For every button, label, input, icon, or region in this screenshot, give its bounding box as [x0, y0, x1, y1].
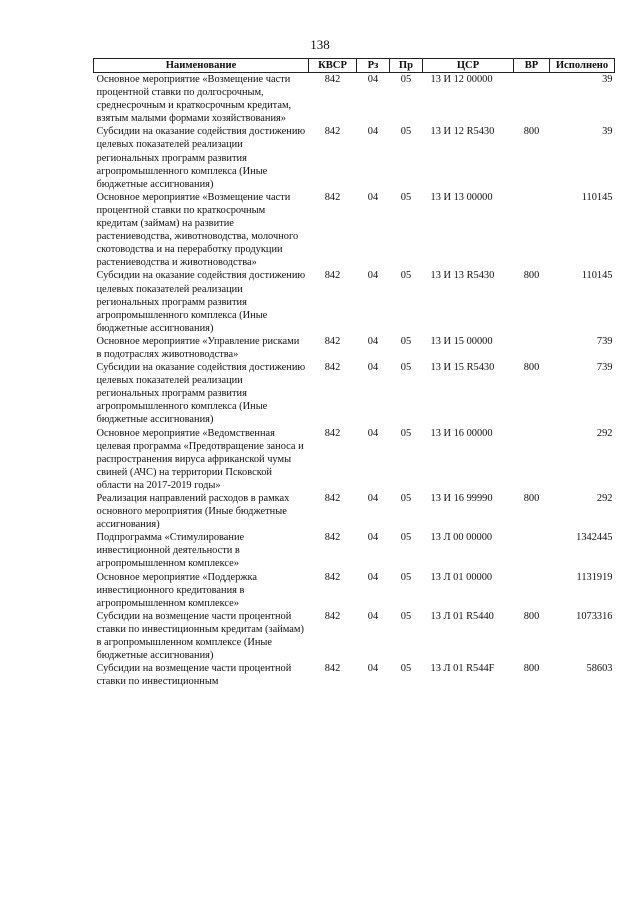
- table-row: [94, 361, 615, 426]
- row-executed: 39: [550, 73, 615, 126]
- row-kvsr: 842: [324, 126, 341, 138]
- row-name: Основное мероприятие «Управление рисками в подотраслях животноводства»: [96, 335, 300, 360]
- row-vr: [514, 571, 550, 610]
- row-csr: 13 Л 01 R5440: [430, 610, 494, 622]
- row-csr: 13 Л 01 00000: [430, 571, 493, 583]
- header-kvsr: КВСР: [309, 59, 357, 73]
- row-csr: 13 И 13 R5430: [430, 270, 495, 282]
- row-vr: 800: [523, 493, 540, 504]
- row-name: Субсидии на оказание содействия достижению целевых показателей реализации региональных программ развития агропромышленного комплекса (Иные бюджетные ассигнования): [96, 362, 306, 426]
- row-pr: 05: [400, 335, 412, 347]
- row-name: Подпрограмма «Стимулирование инвестиционной деятельности в агропромышленном комплексе»: [96, 532, 245, 570]
- row-csr: 13 И 16 00000: [430, 427, 493, 439]
- row-executed: 110145: [581, 191, 613, 203]
- row-name: Субсидии на возмещение части процентной ставки по инвестиционным: [96, 663, 292, 688]
- row-executed: 292: [596, 427, 613, 439]
- row-kvsr: 842: [309, 73, 357, 126]
- table-row: [94, 73, 615, 126]
- row-vr: [514, 427, 550, 492]
- row-pr: 05: [400, 191, 412, 203]
- row-name: Основное мероприятие «Поддержка инвестиционного кредитования в агропромышленном комплексе»: [96, 571, 258, 609]
- table-row: [94, 492, 615, 531]
- row-rz: 04: [357, 73, 390, 126]
- row-vr: [514, 531, 550, 570]
- row-vr: [514, 191, 550, 270]
- row-vr: 800: [523, 126, 540, 138]
- header-vr: ВР: [514, 59, 550, 73]
- row-rz: 04: [367, 335, 379, 347]
- budget-table: [93, 58, 615, 688]
- row-pr: 05: [400, 663, 412, 675]
- row-kvsr: 842: [324, 610, 341, 622]
- row-executed: 58603: [586, 663, 613, 675]
- row-csr: 13 И 12 R5430: [430, 126, 495, 138]
- row-csr: 13 И 12 00000: [423, 73, 514, 126]
- row-rz: 04: [367, 663, 379, 675]
- header-csr: ЦСР: [423, 59, 514, 73]
- row-name: Основное мероприятие «Ведомственная целевая программа «Предотвращение заноса и распространения вируса африканской чумы свиней (АЧС) на территории Псковской области на 2017-2019 годы»: [96, 427, 304, 491]
- row-pr: 05: [400, 610, 412, 622]
- table-row: [94, 610, 615, 662]
- row-name: Реализация направлений расходов в рамках основного мероприятия (Иные бюджетные ассигнования): [96, 493, 290, 531]
- header-pr: Пр: [390, 59, 423, 73]
- row-pr: 05: [400, 270, 412, 282]
- row-pr: 05: [400, 532, 412, 544]
- row-rz: 04: [367, 610, 379, 622]
- row-pr: 05: [390, 73, 423, 126]
- row-executed: 1073316: [576, 610, 613, 622]
- page-number: 138: [310, 37, 330, 52]
- row-executed: 39: [602, 126, 613, 138]
- row-rz: 04: [367, 362, 379, 374]
- row-executed: 1342445: [576, 532, 613, 544]
- table-row: [94, 531, 615, 570]
- row-vr: 800: [523, 610, 540, 622]
- row-rz: 04: [367, 427, 379, 439]
- row-kvsr: 842: [324, 663, 341, 675]
- table-row: [94, 571, 615, 610]
- table-row: [94, 427, 615, 492]
- row-kvsr: 842: [324, 335, 341, 347]
- table-header: [94, 59, 615, 73]
- table-row: [94, 191, 615, 270]
- header-rz: Рз: [357, 59, 390, 73]
- row-vr: 800: [523, 663, 540, 675]
- row-pr: 05: [400, 362, 412, 374]
- row-rz: 04: [367, 532, 379, 544]
- row-executed: 739: [596, 362, 613, 374]
- header-executed: Исполнено: [550, 59, 615, 73]
- row-vr: [514, 335, 550, 361]
- row-kvsr: 842: [324, 427, 341, 439]
- row-csr: 13 Л 00 00000: [430, 532, 493, 544]
- row-rz: 04: [367, 191, 379, 203]
- table-row: [94, 335, 615, 361]
- row-csr: 13 И 15 R5430: [430, 362, 495, 374]
- row-vr: 800: [523, 270, 540, 282]
- row-vr: [514, 73, 550, 126]
- row-rz: 04: [367, 571, 379, 583]
- row-kvsr: 842: [324, 571, 341, 583]
- table-row: [94, 269, 615, 334]
- row-kvsr: 842: [324, 532, 341, 544]
- row-pr: 05: [400, 493, 412, 504]
- row-name: Основное мероприятие «Возмещение части процентной ставки по краткосрочным кредитам (займам) на развитие растениеводства, животноводства, молочного скотоводства и на переработку продукции растениеводства и животноводства»: [96, 191, 299, 269]
- row-pr: 05: [400, 126, 412, 138]
- row-name: Субсидии на оказание содействия достижению целевых показателей реализации региональных программ развития агропромышленного комплекса (Иные бюджетные ассигнования): [96, 270, 306, 334]
- row-kvsr: 842: [324, 191, 341, 203]
- row-name: Основное мероприятие «Возмещение части процентной ставки по долгосрочным, среднесрочным и краткосрочным кредитам, взятым малыми формами хозяйствования»: [94, 73, 309, 126]
- table-row: [94, 125, 615, 190]
- row-executed: 1131919: [576, 571, 613, 583]
- row-csr: 13 И 13 00000: [430, 191, 493, 203]
- row-vr: 800: [523, 362, 540, 374]
- row-csr: 13 И 15 00000: [430, 335, 493, 347]
- row-csr: 13 И 16 99990: [430, 493, 493, 504]
- row-name: Субсидии на оказание содействия достижению целевых показателей реализации региональных программ развития агропромышленного комплекса (Иные бюджетные ассигнования): [96, 126, 306, 190]
- row-rz: 04: [367, 493, 379, 504]
- row-pr: 05: [400, 571, 412, 583]
- row-rz: 04: [367, 270, 379, 282]
- row-rz: 04: [367, 126, 379, 138]
- table-row: [94, 662, 615, 688]
- row-kvsr: 842: [324, 362, 341, 374]
- table-body: [94, 73, 615, 689]
- row-csr: 13 Л 01 R544F: [430, 663, 495, 675]
- row-executed: 739: [596, 335, 613, 347]
- header-name: Наименование: [94, 59, 309, 73]
- row-kvsr: 842: [324, 270, 341, 282]
- row-executed: 110145: [581, 270, 613, 282]
- row-name: Субсидии на возмещение части процентной ставки по инвестиционным кредитам (займам) в агропромышленном комплексе (Иные бюджетные ассигнования): [96, 610, 304, 662]
- row-pr: 05: [400, 427, 412, 439]
- row-executed: 292: [596, 493, 613, 504]
- row-kvsr: 842: [324, 493, 341, 504]
